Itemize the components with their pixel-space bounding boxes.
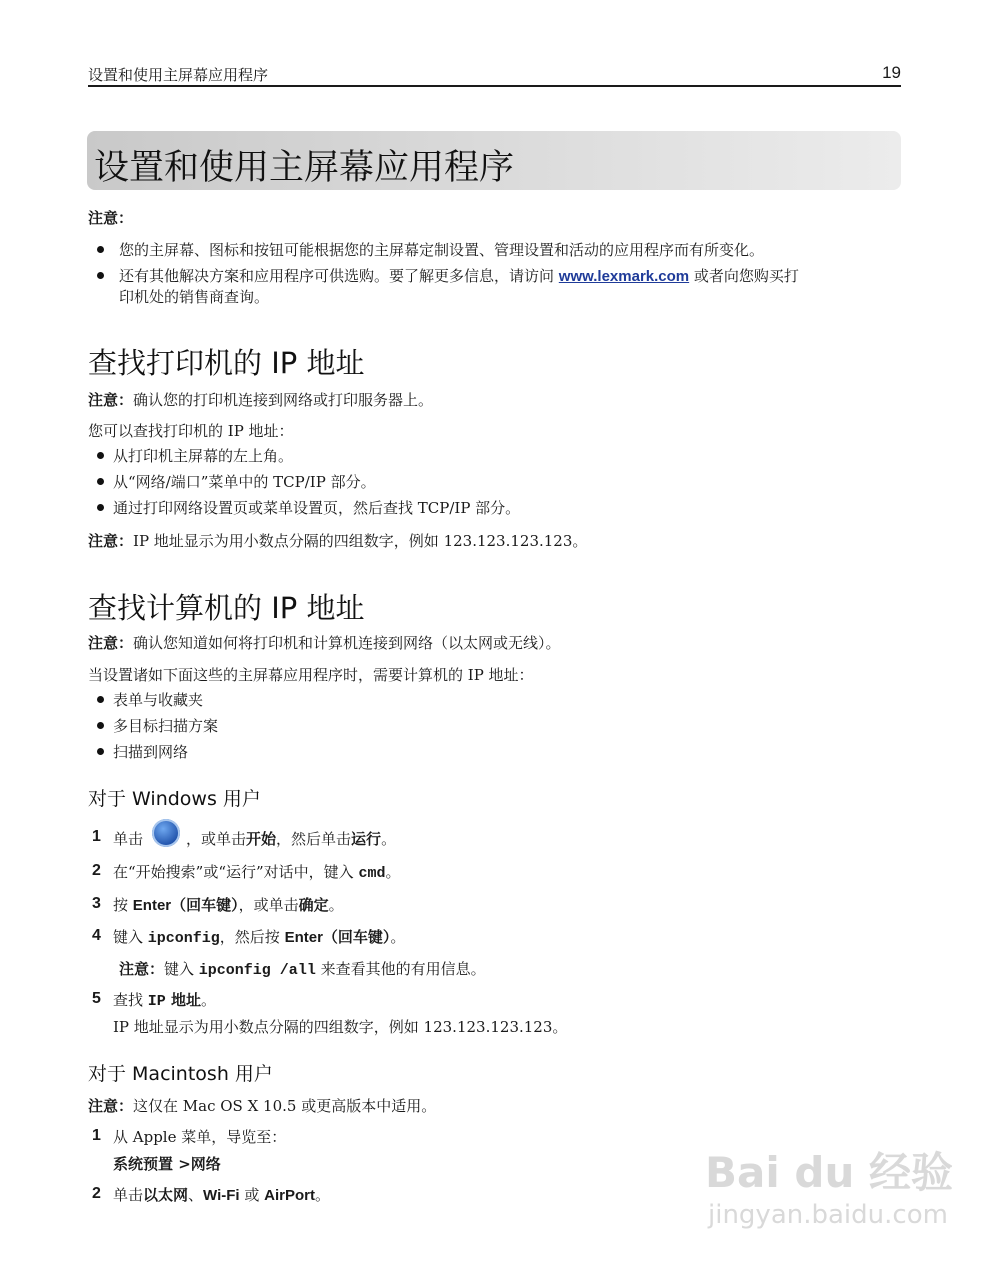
windows-heading: 对于 Windows 用户 — [88, 788, 261, 810]
step-text: ，然后单击 — [276, 830, 352, 848]
run-label: 运行 — [351, 830, 382, 848]
windows-step-1 — [113, 829, 143, 849]
intro-note-label: 注意： — [88, 209, 134, 227]
step-text: 查找 — [113, 991, 148, 1009]
computer-ip-bullet-3: 扫描到网络 — [113, 743, 189, 761]
step-text: 、 — [188, 1186, 204, 1204]
bullet-icon — [97, 722, 104, 729]
code-ipconfig: ipconfig — [147, 930, 220, 947]
note-text: 键入 — [164, 960, 199, 978]
computer-ip-bullet-2: 多目标扫描方案 — [113, 717, 219, 735]
printer-ip-bullet-2: 从“网络/端口”菜单中的 TCP/IP 部分。 — [113, 473, 376, 491]
printer-ip-heading: 查找打印机的 IP 地址 — [88, 346, 365, 380]
note-label: 注意： — [88, 1097, 134, 1115]
code-ipconfig-all: ipconfig /all — [198, 962, 316, 979]
step-text: 单击 — [113, 830, 144, 848]
step-text: ，或单击 — [238, 896, 299, 914]
note-text: 这仅在 Mac OS X 10.5 或更高版本中适用。 — [133, 1097, 437, 1115]
page-number: 19 — [882, 63, 901, 82]
computer-ip-note — [88, 633, 561, 653]
step-text: 在“开始搜索”或“运行”对话中，键入 — [113, 863, 359, 881]
bullet-icon — [97, 478, 104, 485]
computer-ip-bullet-1: 表单与收藏夹 — [113, 691, 204, 709]
address-label: 地址 — [165, 991, 202, 1009]
step-text: 单击 — [113, 1186, 144, 1204]
step-text: 或 — [239, 1186, 265, 1204]
intro-bullet-2 — [119, 266, 799, 287]
baidu-watermark-logo: Bai du 经验 — [705, 1148, 953, 1197]
bullet-icon — [97, 246, 104, 253]
step-text: 键入 — [113, 928, 148, 946]
note-text: 来查看其他的有用信息。 — [315, 960, 486, 978]
bullet-icon — [97, 272, 104, 279]
note-label: 注意： — [119, 960, 165, 978]
step-text: 。 — [381, 830, 397, 848]
mac-heading: 对于 Macintosh 用户 — [88, 1063, 273, 1085]
intro-bullet-1: 您的主屏幕、图标和按钮可能根据您的主屏幕定制设置、管理设置和活动的应用程序而有所变化。 — [119, 241, 765, 259]
windows-step-1-rest — [186, 829, 396, 849]
lexmark-link[interactable]: www.lexmark.com — [558, 268, 690, 285]
chapter-title: 设置和使用主屏幕应用程序 — [94, 148, 515, 188]
windows-start-icon[interactable] — [152, 819, 180, 847]
computer-ip-heading: 查找计算机的 IP 地址 — [88, 591, 365, 625]
printer-ip-lead: 您可以查找打印机的 IP 地址： — [88, 422, 294, 440]
running-header-title: 设置和使用主屏幕应用程序 — [88, 66, 269, 84]
note-text: 确认您的打印机连接到网络或打印服务器上。 — [133, 391, 434, 409]
windows-step-4-note — [119, 959, 486, 981]
step-text: 。 — [328, 896, 344, 914]
windows-step-3 — [113, 895, 344, 916]
step-number: 1 — [92, 828, 101, 845]
mac-step-1-path: 系统预置 >网络 — [113, 1155, 221, 1173]
enter-key-label: Enter（回车键） — [132, 897, 239, 914]
step-number: 3 — [92, 895, 101, 912]
printer-ip-note — [88, 390, 433, 410]
ethernet-label: 以太网 — [143, 1186, 189, 1204]
step-number: 2 — [92, 862, 101, 879]
step-number: 1 — [92, 1127, 101, 1144]
windows-step-2 — [113, 862, 400, 884]
note-text: 确认您知道如何将打印机和计算机连接到网络（以太网或无线）。 — [133, 634, 561, 652]
intro-bullet-2-post: 或者向您购买打 — [693, 267, 799, 285]
printer-ip-note-2 — [88, 531, 587, 551]
step-text: ，或单击 — [186, 830, 247, 848]
step-text: 按 — [113, 896, 133, 914]
airport-label: AirPort — [264, 1187, 315, 1204]
step-text: 。 — [314, 1186, 330, 1204]
intro-bullet-2-line2: 印机处的销售商查询。 — [119, 288, 270, 306]
step-number: 5 — [92, 990, 101, 1007]
mac-step-1: 从 Apple 菜单，导览至： — [113, 1128, 287, 1146]
ok-label: 确定 — [298, 896, 329, 914]
note-label: 注意： — [88, 391, 134, 409]
bullet-icon — [97, 748, 104, 755]
step-text: 。 — [201, 991, 217, 1009]
mac-step-2 — [113, 1185, 330, 1206]
intro-bullet-2-pre: 还有其他解决方案和应用程序可供选购。要了解更多信息，请访问 — [119, 267, 555, 285]
printer-ip-bullet-1: 从打印机主屏幕的左上角。 — [113, 447, 294, 465]
bullet-icon — [97, 452, 104, 459]
wifi-label: Wi-Fi — [203, 1187, 240, 1204]
start-label: 开始 — [246, 830, 277, 848]
note-label: 注意： — [88, 532, 134, 550]
printer-ip-bullet-3: 通过打印网络设置页或菜单设置页，然后查找 TCP/IP 部分。 — [113, 499, 521, 517]
code-cmd: cmd — [358, 865, 386, 882]
step-text: ，然后按 — [219, 928, 285, 946]
header-rule — [88, 85, 901, 87]
step-text: 。 — [390, 928, 406, 946]
step-text: 。 — [385, 863, 401, 881]
bullet-icon — [97, 696, 104, 703]
step-number: 2 — [92, 1185, 101, 1202]
note-text: IP 地址显示为用小数点分隔的四组数字，例如 123.123.123.123。 — [133, 532, 588, 550]
bullet-icon — [97, 504, 104, 511]
windows-step-5-detail: IP 地址显示为用小数点分隔的四组数字，例如 123.123.123.123。 — [113, 1018, 568, 1036]
code-ip: IP — [147, 993, 166, 1010]
note-label: 注意： — [88, 634, 134, 652]
computer-ip-lead: 当设置诸如下面这些的主屏幕应用程序时，需要计算机的 IP 地址： — [88, 666, 534, 684]
windows-step-4 — [113, 927, 405, 949]
enter-key-label: Enter（回车键） — [284, 929, 391, 946]
mac-note — [88, 1096, 436, 1116]
step-number: 4 — [92, 927, 101, 944]
baidu-watermark-url: jingyan.baidu.com — [708, 1200, 948, 1230]
windows-step-5 — [113, 990, 216, 1012]
